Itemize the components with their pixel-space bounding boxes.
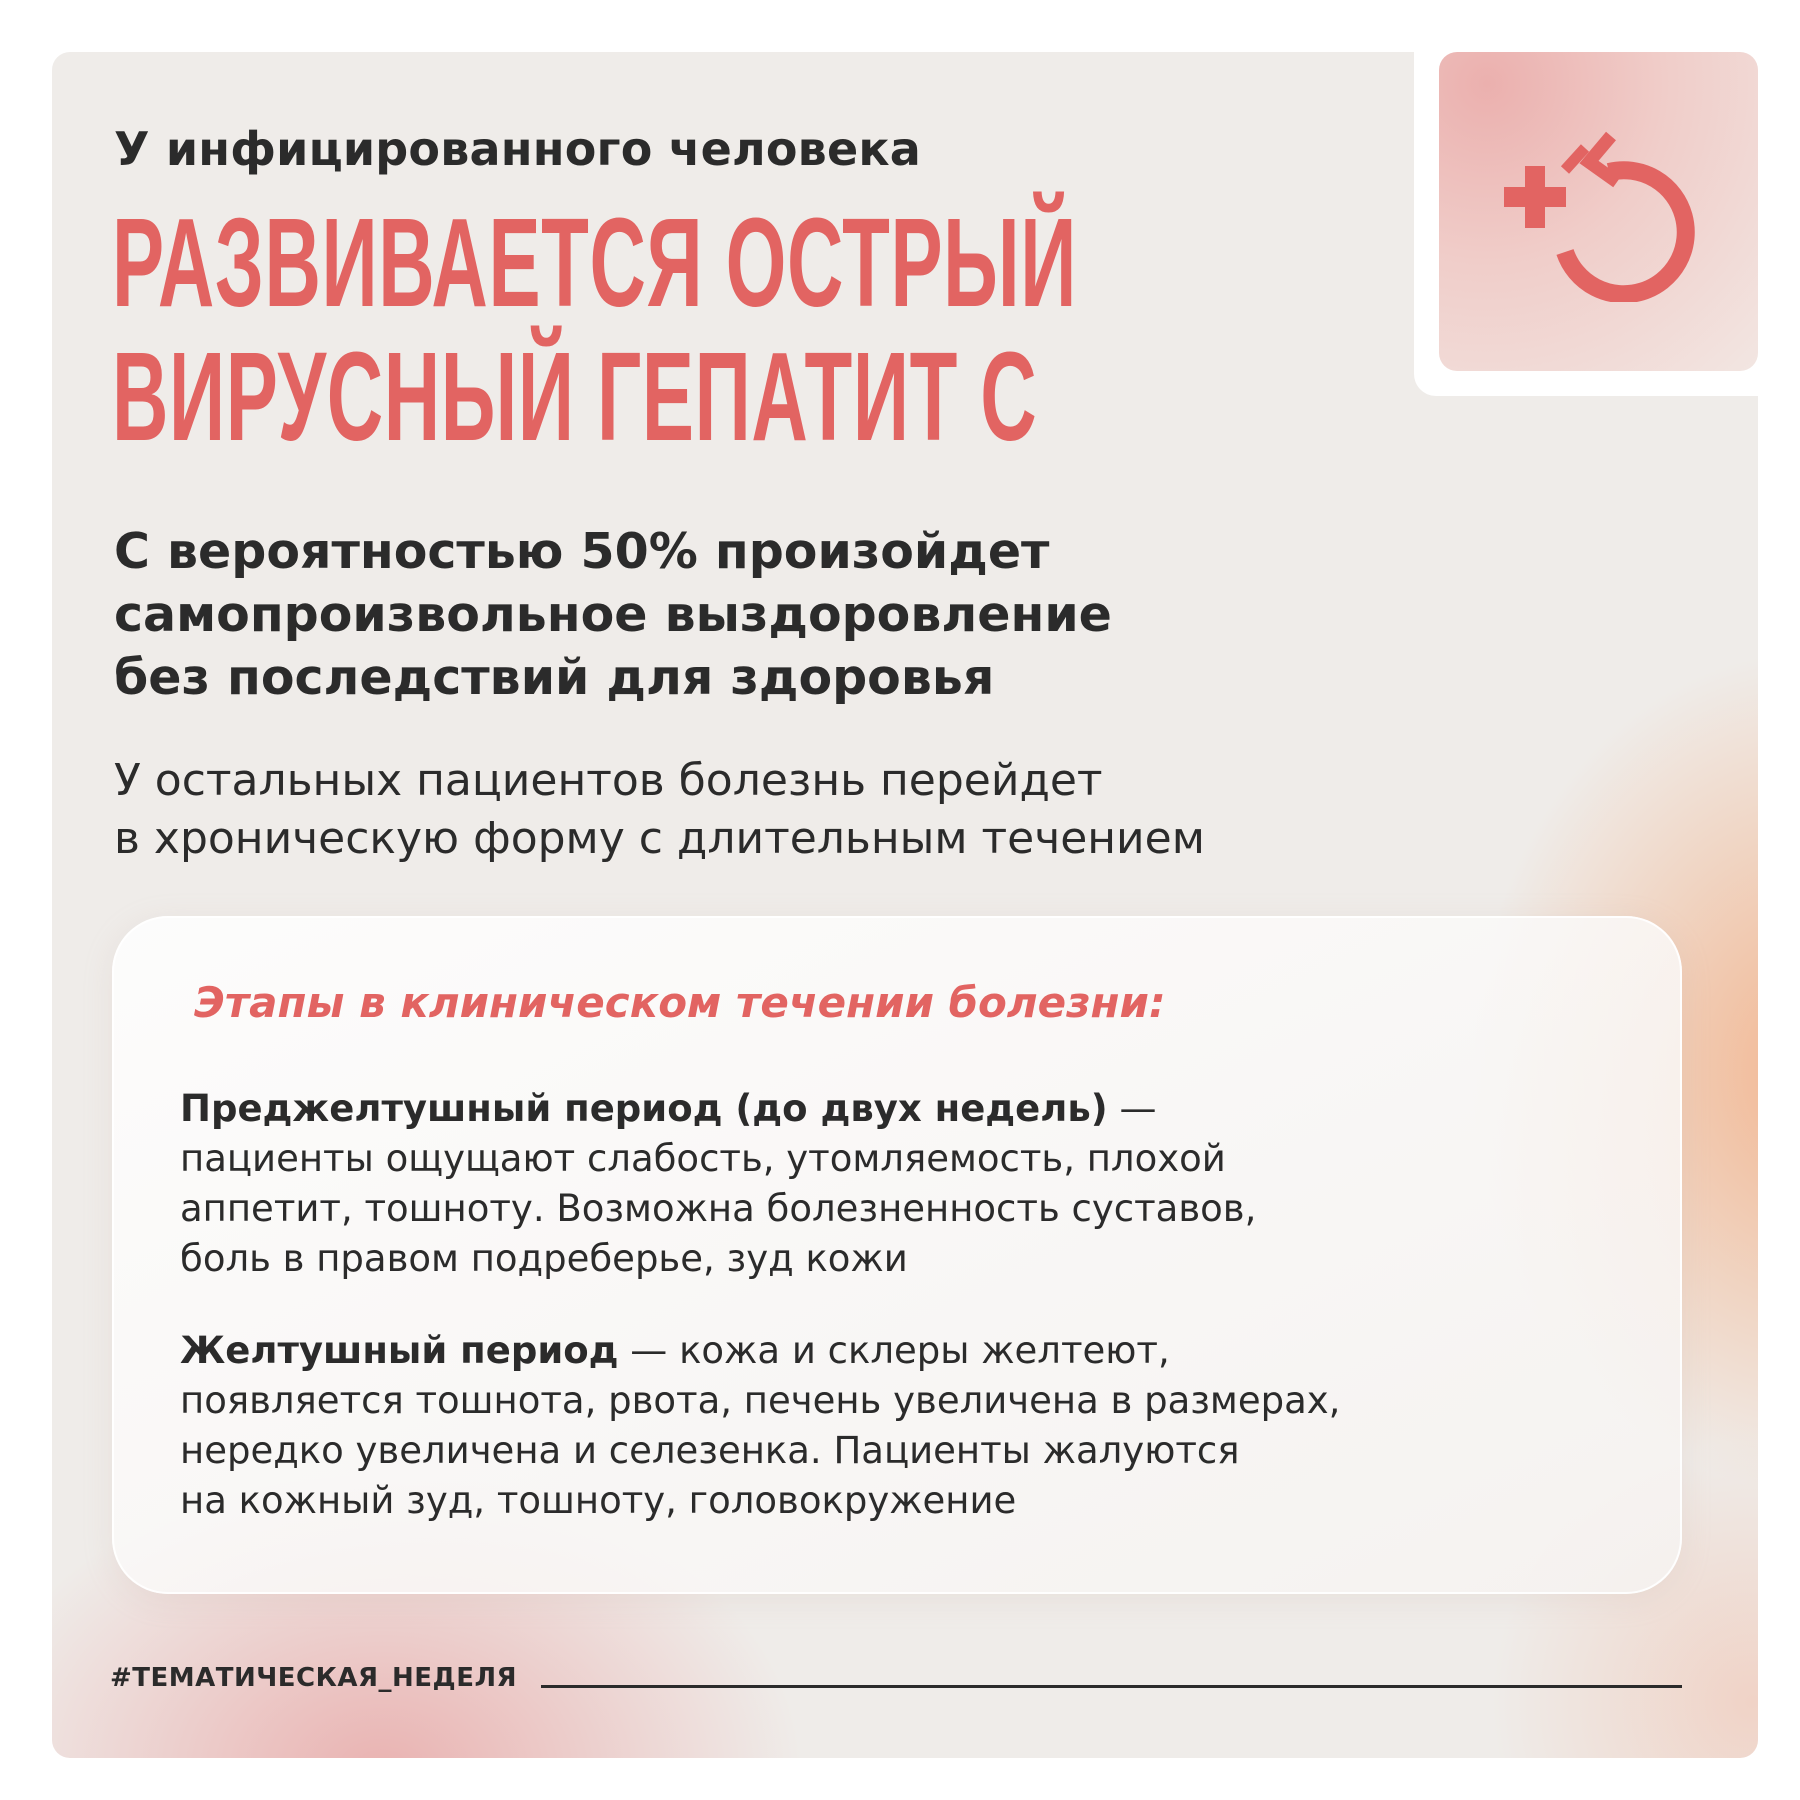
footer-divider — [541, 1685, 1682, 1688]
stage-description: появляется тошнота, рвота, печень увеличена в размерах, — [180, 1379, 1341, 1422]
stage-line — [180, 1084, 1660, 1134]
headline-line: РАЗВИВАЕТСЯ ОСТРЫЙ — [112, 192, 1078, 333]
logo-tile — [1439, 52, 1758, 371]
chronic-line: У остальных пациентов болезнь перейдет — [114, 755, 1103, 806]
stage-description: — кожа и склеры желтеют, — [618, 1329, 1170, 1372]
chronic-line: в хроническую форму с длительным течением — [114, 813, 1205, 864]
stage-description: боль в правом подреберье, зуд кожи — [180, 1237, 908, 1280]
hashtag-link[interactable]: #ТЕМАТИЧЕСКАЯ_НЕДЕЛЯ — [110, 1663, 518, 1693]
probability-text — [114, 520, 1514, 709]
stage-description: пациенты ощущают слабость, утомляемость, плохой — [180, 1137, 1226, 1180]
headline-line: ВИРУСНЫЙ ГЕПАТИТ С — [112, 326, 1038, 467]
stage-item — [180, 1326, 1660, 1526]
stages-panel — [112, 916, 1682, 1594]
stage-line — [180, 1326, 1660, 1376]
headline — [112, 192, 1078, 467]
probability-line: самопроизвольное выздоровление — [114, 586, 1112, 643]
stage-item — [180, 1084, 1660, 1284]
stage-description: — — [1107, 1087, 1157, 1130]
probability-line: С вероятностью 50% произойдет — [114, 523, 1050, 580]
stage-description: на кожный зуд, тошноту, головокружение — [180, 1479, 1017, 1522]
chronic-text — [114, 752, 1514, 868]
lead-text: У инфицированного человека — [114, 122, 922, 176]
probability-line: без последствий для здоровья — [114, 649, 995, 706]
stages-title: Этапы в клиническом течении болезни: — [194, 978, 1166, 1027]
stage-description: аппетит, тошноту. Возможна болезненность суставов, — [180, 1187, 1257, 1230]
stage-term: Желтушный период — [180, 1329, 619, 1372]
stage-description: нередко увеличена и селезенка. Пациенты жалуются — [180, 1429, 1240, 1472]
plus-return-arrow-icon — [1499, 122, 1699, 302]
stage-term: Преджелтушный период (до двух недель) — [180, 1087, 1108, 1130]
